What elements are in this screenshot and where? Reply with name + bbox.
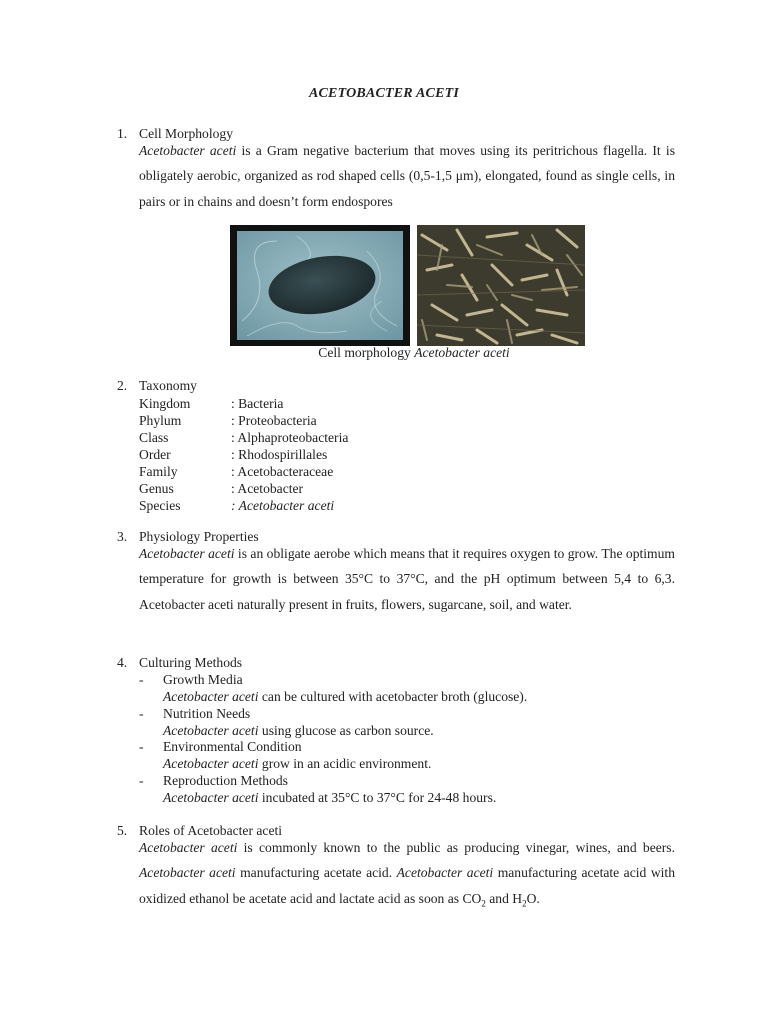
section-1-heading: Cell Morphology — [139, 126, 234, 141]
taxonomy-key: Class — [139, 430, 169, 445]
culturing-item-detail: can be cultured with acetobacter broth (glucose). — [258, 689, 528, 704]
culturing-item-detail: using glucose as carbon source. — [258, 723, 434, 738]
section-5-text: and H — [485, 890, 523, 906]
section-4-number: 4. — [117, 655, 128, 670]
species-name: Acetobacter aceti — [139, 865, 236, 881]
taxonomy-row — [139, 446, 675, 463]
list-dash: - — [139, 773, 144, 788]
section-3-number: 3. — [117, 529, 128, 544]
taxonomy-row — [139, 480, 675, 497]
species-name: Acetobacter aceti — [139, 143, 237, 158]
section-5-text: is commonly known to the public as producing vinegar, wines, and beers. — [237, 840, 675, 855]
taxonomy-key: Species — [139, 498, 181, 513]
species-name: Acetobacter aceti — [396, 865, 494, 881]
culturing-item-title: Reproduction Methods — [163, 773, 288, 788]
taxonomy-key: Family — [139, 464, 178, 479]
section-4-heading: Culturing Methods — [139, 655, 243, 670]
co2-subscript: 2 — [481, 898, 486, 909]
taxonomy-row — [139, 463, 675, 480]
section-1-number: 1. — [117, 126, 128, 141]
list-dash: - — [139, 739, 144, 754]
list-dash: - — [139, 672, 144, 687]
culturing-item-detail: incubated at 35°C to 37°C for 24-48 hours. — [258, 790, 497, 805]
culturing-item-text — [163, 756, 431, 772]
taxonomy-value: : Acetobacter — [231, 481, 304, 496]
section-5-text: O. — [526, 890, 540, 906]
taxonomy-value: : Proteobacteria — [231, 413, 317, 428]
section-5-heading: Roles of Acetobacter aceti — [139, 823, 283, 838]
culturing-item-title: Growth Media — [163, 672, 243, 687]
species-name: Acetobacter aceti — [163, 790, 259, 805]
section-2-number: 2. — [117, 378, 128, 393]
caption-text: Cell morphology — [318, 345, 415, 360]
section-5-text: manufacturing acetate acid with oxidized ethanol be acetate acid and lactate acid as soon as CO — [139, 865, 675, 906]
section-5-number: 5. — [117, 823, 128, 838]
micrograph-sem-image — [417, 225, 585, 346]
culturing-item-text — [163, 790, 496, 806]
culturing-item-detail: grow in an acidic environment. — [258, 756, 432, 771]
caption-species: Acetobacter aceti — [414, 345, 510, 360]
taxonomy-value: : Acetobacter aceti — [231, 498, 335, 513]
taxonomy-key: Genus — [139, 481, 174, 496]
section-1-text: is a Gram negative bacterium that moves using its peritrichous flagella. It is obligately aerobic, organized as rod shaped cells (0,5-1,5 μm), elongated, found as single cells, in pairs or in chains and doesn’t form endospores — [139, 143, 675, 209]
taxonomy-value: : Rhodospirillales — [231, 447, 328, 462]
taxonomy-value: : Alphaproteobacteria — [231, 430, 349, 445]
section-1-paragraph — [139, 138, 675, 214]
taxonomy-key: Kingdom — [139, 396, 191, 411]
section-3-paragraph — [139, 541, 675, 617]
taxonomy-row — [139, 429, 675, 446]
species-name: Acetobacter aceti — [139, 840, 238, 855]
section-2-heading: Taxonomy — [139, 378, 197, 393]
culturing-item-title: Nutrition Needs — [163, 706, 251, 721]
figure-caption — [0, 345, 768, 361]
culturing-item-text — [163, 723, 434, 739]
taxonomy-key: Phylum — [139, 413, 182, 428]
taxonomy-value: : Bacteria — [231, 396, 284, 411]
section-5-paragraph — [139, 835, 675, 911]
section-5-text: manufacturing acetate acid. — [235, 865, 397, 881]
taxonomy-value: : Acetobacteraceae — [231, 464, 334, 479]
section-3-text: is an obligate aerobe which means that it requires oxygen to grow. The optimum temperature for growth is between 35°C to 37°C, and the pH optimum between 5,4 to 6,3. Acetobacter aceti naturally present in fruits, flowers, sugarcane, soil, and water. — [139, 546, 675, 612]
species-name: Acetobacter aceti — [139, 546, 235, 561]
taxonomy-row — [139, 395, 675, 412]
species-name: Acetobacter aceti — [163, 723, 259, 738]
taxonomy-row — [139, 412, 675, 429]
culturing-item-text — [163, 689, 527, 705]
taxonomy-table — [139, 395, 675, 514]
taxonomy-key: Order — [139, 447, 171, 462]
document-title: ACETOBACTER ACETI — [308, 86, 460, 101]
species-name: Acetobacter aceti — [163, 689, 259, 704]
culturing-item-title: Environmental Condition — [163, 739, 302, 754]
list-dash: - — [139, 706, 144, 721]
cell-morphology-figure — [230, 225, 586, 347]
section-3-heading: Physiology Properties — [139, 529, 259, 544]
species-name: Acetobacter aceti — [163, 756, 259, 771]
taxonomy-row — [139, 497, 675, 514]
micrograph-tem-image — [230, 225, 410, 346]
h2o-subscript: 2 — [522, 898, 527, 909]
